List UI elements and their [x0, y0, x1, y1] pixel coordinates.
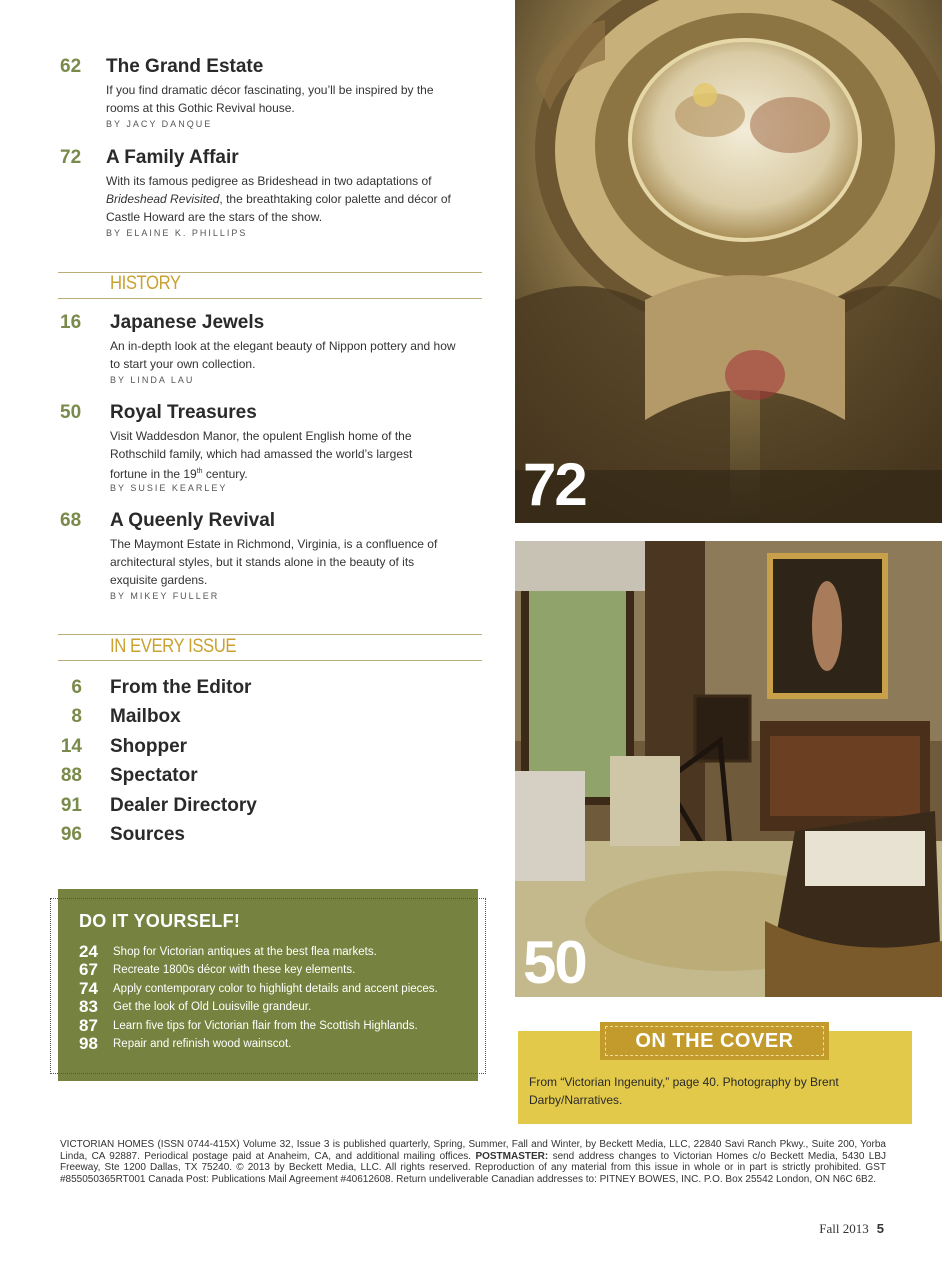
diy-item-text[interactable]: Apply contemporary color to highlight details and accent pieces. [113, 983, 438, 995]
item-label[interactable]: From the Editor [110, 677, 252, 698]
every-issue-item-sources[interactable] [58, 824, 358, 850]
diy-item-text[interactable]: Repair and refinish wood wainscot. [113, 1038, 292, 1050]
item-label[interactable]: Spectator [110, 765, 198, 786]
page-number: 67 [79, 960, 98, 979]
cover-description: From “Victorian Ingenuity,” page 40. Photography by Brent Darby/Narratives. [529, 1075, 839, 1107]
library-room-photo[interactable] [515, 541, 942, 997]
feature-family-affair[interactable] [60, 147, 480, 242]
article-title[interactable]: Royal Treasures [110, 402, 257, 423]
article-description: An in-depth look at the elegant beauty of Nippon pottery and how to start your own collection. [110, 339, 456, 371]
section-heading-every-issue: IN EVERY ISSUE [110, 636, 237, 657]
article-description: Visit Waddesdon Manor, the opulent English home of the Rothschild family, which had amassed the world’s largest fortune in the 19th century. [110, 429, 413, 481]
article-description: With its famous pedigree as Brideshead in two adaptations of Brideshead Revisited, the breathtaking color palette and décor of Castle Howard are the stars of the show. [106, 174, 451, 224]
diy-item[interactable] [79, 960, 479, 981]
item-label[interactable]: Mailbox [110, 706, 181, 727]
page-number: 74 [79, 979, 98, 998]
page-number: 87 [79, 1016, 98, 1035]
article-title[interactable]: A Queenly Revival [110, 510, 276, 531]
byline: BY JACY DANQUE [106, 119, 213, 129]
section-divider [58, 298, 482, 299]
page-number: 72 [60, 147, 82, 168]
section-divider [58, 660, 482, 661]
diy-item-text[interactable]: Get the look of Old Louisville grandeur. [113, 1001, 312, 1013]
page-number: 83 [79, 997, 98, 1016]
article-title[interactable]: Japanese Jewels [110, 312, 265, 333]
every-issue-item-spectator[interactable] [58, 765, 358, 791]
diy-item[interactable] [79, 1016, 479, 1037]
photo-page-number: 50 [523, 929, 586, 996]
diy-item[interactable] [79, 979, 479, 1000]
byline: BY SUSIE KEARLEY [110, 483, 228, 493]
byline: BY MIKEY FULLER [110, 591, 220, 601]
diy-item[interactable] [79, 997, 479, 1018]
cover-tag-label: ON THE COVER [635, 1030, 794, 1052]
article-title[interactable]: A Family Affair [106, 147, 239, 168]
history-item-queenly-revival[interactable] [60, 510, 480, 605]
diy-item[interactable] [79, 1034, 479, 1055]
item-label[interactable]: Dealer Directory [110, 795, 257, 816]
item-label[interactable]: Sources [110, 824, 185, 845]
page-number: 6 [71, 677, 82, 698]
item-label[interactable]: Shopper [110, 736, 188, 757]
byline: BY LINDA LAU [110, 375, 195, 385]
page-number: 68 [60, 510, 82, 531]
article-description: The Maymont Estate in Richmond, Virginia, is a confluence of architectural styles, but it stands alone in the beauty of its exquisite gardens. [110, 537, 438, 587]
dome-ceiling-photo[interactable] [515, 0, 942, 523]
page-number: 24 [79, 942, 98, 961]
page-number: 62 [60, 56, 82, 77]
feature-grand-estate[interactable] [60, 56, 480, 136]
article-description: If you find dramatic décor fascinating, you’ll be inspired by the rooms at this Gothic Revival house. [106, 83, 434, 115]
every-issue-item-shopper[interactable] [58, 736, 358, 762]
diy-title: DO IT YOURSELF! [79, 911, 241, 931]
page-folio-number: 5 [876, 1221, 884, 1236]
history-item-japanese-jewels[interactable] [60, 312, 480, 392]
photo-page-number: 72 [523, 451, 586, 518]
section-heading-history: HISTORY [110, 273, 181, 294]
diy-item[interactable] [79, 942, 479, 963]
diy-item-text[interactable]: Shop for Victorian antiques at the best flea markets. [113, 946, 377, 958]
page-number: 88 [60, 765, 82, 786]
page-number: 96 [60, 824, 82, 845]
page-number: 8 [71, 706, 82, 727]
legal-notice: VICTORIAN HOMES (ISSN 0744-415X) Volume 32, Issue 3 is published quarterly, Spring, Summer, Fall and Winter, by Beckett Media, LLC, 22840 Savi Ranch Pkwy., Suite 200, Yorba Linda, CA 92887. Periodical postage paid at Anaheim, CA, and additional mailing offices. POSTMASTER: send address changes to Victorian Homes c/o Beckett Media, 5430 LBJ Freeway, Ste 1200 Dallas, TX 75240. © 2013 by Beckett Media, LLC. All rights reserved. Reproduction of any material from this issue in whole or in part is strictly prohibited. GST #855050365RT001 Canada Post: Publications Mail Agreement #40612608. Return undeliverable Canadian addresses to: PITNEY BOWES, INC. P.O. Box 25542 London, ON N6C 6B2. [60, 1139, 886, 1185]
every-issue-item-editor[interactable] [58, 677, 358, 703]
article-title[interactable]: The Grand Estate [106, 56, 264, 77]
issue-label: Fall 2013 [819, 1221, 869, 1236]
section-divider [58, 634, 482, 635]
page-number: 14 [60, 736, 82, 757]
byline: BY ELAINE K. PHILLIPS [106, 228, 248, 238]
page-number: 98 [79, 1034, 98, 1053]
diy-item-text[interactable]: Learn five tips for Victorian flair from the Scottish Highlands. [113, 1020, 418, 1032]
page-number: 91 [60, 795, 82, 816]
page-number: 50 [60, 402, 82, 423]
page-number: 16 [60, 312, 82, 333]
diy-item-text[interactable]: Recreate 1800s décor with these key elements. [113, 964, 356, 976]
every-issue-item-mailbox[interactable] [58, 706, 358, 732]
dome-ceiling-illustration [515, 0, 942, 523]
history-item-royal-treasures[interactable] [60, 402, 480, 497]
every-issue-item-dealer-directory[interactable] [58, 795, 358, 821]
page-footer [819, 1221, 884, 1237]
